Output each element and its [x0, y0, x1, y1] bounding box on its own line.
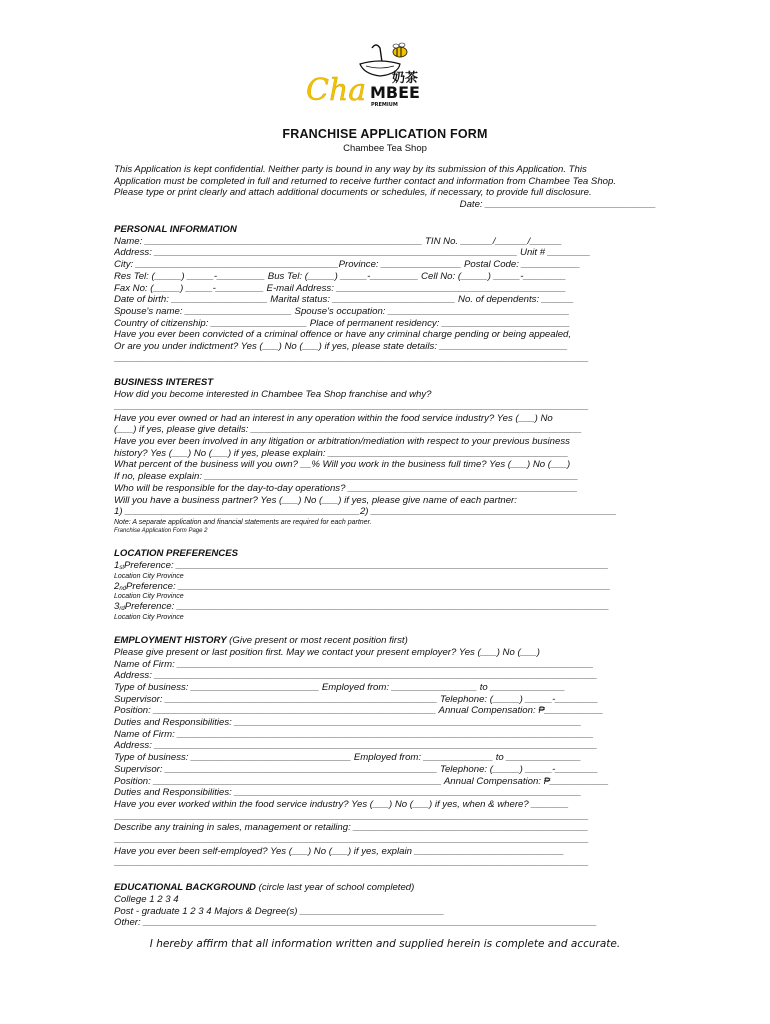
firm-name-field[interactable]: Name of Firm: ______________________________________________________________________________ [114, 728, 594, 740]
training-field[interactable]: Describe any training in sales, management or retailing: ____________________________________________ [114, 822, 589, 834]
duties-field[interactable]: Duties and Responsibilities: _________________________________________________________________ [114, 787, 582, 799]
preference-3-field[interactable]: 3rdPreference: _________________________________________________________________________________ [114, 601, 610, 613]
business-section [114, 389, 656, 535]
partner-question[interactable]: Will you have a business partner? Yes (___) No (___) if yes, please give name of each partner: [114, 494, 517, 506]
date-field[interactable]: Date: ________________________________ [459, 199, 656, 211]
phone-fields[interactable]: Res Tel: (_____) _____-_________ Bus Tel: (_____) _____-_________ Cell No: (_____) _____-________ [114, 270, 567, 282]
contact-employer-question[interactable]: Please give present or last position first. May we contact your present employer? Yes (___) No (___) [114, 646, 540, 658]
partner-names[interactable]: 1) ____________________________________________2) ______________________________________________ [114, 506, 617, 518]
indictment-field[interactable]: Or are you under indictment? Yes (___) No (___) if yes, please state details: ________________________ [114, 340, 568, 352]
firm-name-field[interactable]: Name of Firm: ______________________________________________________________________________ [114, 658, 594, 670]
food-service-line[interactable]: _________________________________________________________________________________________ [114, 810, 589, 822]
employment-section [114, 647, 656, 869]
preference-caption: Location City Province [114, 613, 184, 621]
supervisor-field[interactable]: Supervisor: ___________________________________________________ Telephone: (_____) _____-________ [114, 763, 599, 775]
fax-email-fields[interactable]: Fax No: (_____) _____-_________ E-mail Address: ___________________________________________ [114, 282, 566, 294]
food-service-question[interactable]: Have you ever worked within the food service industry? Yes (___) No (___) if yes, when & where? _______ [114, 798, 569, 810]
position-field[interactable]: Position: ______________________________________________________ Annual Compensation: ₱___________ [114, 775, 609, 787]
litigation-question: Have you ever been involved in any litigation or arbitration/mediation with respect to your previous business [114, 436, 570, 448]
other-field[interactable]: Other: _____________________________________________________________________________________ [114, 917, 597, 929]
firm-address-field[interactable]: Address: ___________________________________________________________________________________ [114, 740, 598, 752]
operations-field[interactable]: Who will be responsible for the day-to-day operations? ___________________________________________ [114, 482, 578, 494]
svg-text:Cha: Cha [306, 73, 367, 108]
address-field[interactable]: Address: ____________________________________________________________________ Unit # ________ [114, 247, 591, 259]
affirmation-statement: I hereby affirm that all information written and supplied herein is complete and accurate. [149, 938, 621, 950]
duties-field[interactable]: Duties and Responsibilities: _________________________________________________________________ [114, 717, 582, 729]
position-field[interactable]: Position: _____________________________________________________ Annual Compensation: ₱___________ [114, 705, 604, 717]
details-line[interactable]: _________________________________________________________________________________________ [114, 352, 589, 364]
education-section [114, 894, 656, 929]
owned-details[interactable]: (___) if yes, please give details: ______________________________________________________________ [114, 424, 582, 436]
spouse-fields[interactable]: Spouse's name: ____________________ Spouse's occupation: __________________________________ [114, 305, 570, 317]
ownership-question[interactable]: What percent of the business will you own? __% Will you work in the business full time? Yes (___) No (___) [114, 459, 571, 471]
intro-line: Application must be completed in full and returned to receive further contact and information from Chambee Tea Shop. [114, 175, 616, 187]
education-heading: EDUCATIONAL BACKGROUND (circle last year of school completed) [114, 882, 415, 893]
location-section [114, 560, 656, 622]
name-field[interactable]: Name: ____________________________________________________ TIN No. ______/______/______ [114, 235, 563, 247]
personal-heading: PERSONAL INFORMATION [114, 223, 237, 235]
preference-2-field[interactable]: 2ndPreference: _________________________________________________________________________________ [114, 580, 611, 592]
logo-tagline: PREMIUM [371, 102, 398, 108]
firm-address-field[interactable]: Address: ___________________________________________________________________________________ [114, 670, 598, 682]
training-line[interactable]: _________________________________________________________________________________________ [114, 833, 589, 845]
self-employed-line[interactable]: _________________________________________________________________________________________ [114, 857, 589, 869]
college-years[interactable]: College 1 2 3 4 [114, 894, 179, 905]
logo-chinese: 奶茶 [392, 71, 419, 86]
personal-section [114, 236, 656, 365]
citizenship-fields[interactable]: Country of citizenship: __________________ Place of permanent residency: ________________________ [114, 317, 571, 329]
supervisor-field[interactable]: Supervisor: ___________________________________________________ Telephone: (_____) _____-________ [114, 693, 599, 705]
owned-question[interactable]: Have you ever owned or had an interest in any operation within the food service industry? Yes (___) No [114, 412, 553, 424]
intro-line: Please type or print clearly and attach additional documents or schedules, if necessary, to provide full disclosure. [114, 187, 592, 199]
form-subtitle: Chambee Tea Shop [343, 143, 427, 154]
page-note: Franchise Application Form Page 2 [114, 527, 208, 534]
business-type-field[interactable]: Type of business: ______________________________ Employed from: _____________ to ______________ [114, 752, 582, 764]
business-type-field[interactable]: Type of business: ________________________ Employed from: ________________ to ______________ [114, 682, 566, 693]
full-time-explain[interactable]: If no, please explain: ______________________________________________________________________ [114, 471, 579, 483]
location-heading: LOCATION PREFERENCES [114, 547, 239, 559]
preference-1-field[interactable]: 1stPreference: _________________________________________________________________________________ [114, 559, 609, 571]
chambee-logo [300, 40, 440, 110]
self-employed-question[interactable]: Have you ever been self-employed? Yes (___) No (___) if yes, explain ____________________________ [114, 845, 564, 857]
partner-note: Note: A separate application and financial statements are required for each partner. [114, 518, 372, 526]
form-body [114, 164, 656, 929]
employment-heading: EMPLOYMENT HISTORY (Give present or most recent position first) [114, 634, 408, 646]
bee-icon [393, 43, 407, 57]
city-field[interactable]: City: ______________________________________Province: _______________ Postal Code: ___________ [114, 259, 581, 271]
business-heading: BUSINESS INTEREST [114, 377, 214, 389]
preference-caption: Location City Province [114, 593, 184, 601]
intro-text [114, 164, 656, 211]
criminal-question: Have you ever been convicted of a criminal offence or have any criminal charge pending or being appealed, [114, 329, 572, 341]
interest-question: How did you become interested in Chambee Tea Shop franchise and why? [114, 389, 432, 401]
birth-marital-fields[interactable]: Date of birth: __________________ Marital status: _______________________ No. of dependents: ______ [114, 294, 574, 306]
postgrad-field[interactable]: Post - graduate 1 2 3 4 Majors & Degree(s) ___________________________ [114, 905, 445, 917]
interest-line[interactable]: _________________________________________________________________________________________ [114, 401, 589, 412]
svg-text:MBEE: MBEE [370, 83, 420, 102]
litigation-details[interactable]: history? Yes (___) No (___) if yes, please explain: _____________________________________________ [114, 447, 569, 459]
intro-line: This Application is kept confidential. Neither party is bound in any way by its submission of this Application. This [114, 164, 587, 175]
preference-caption: Location City Province [114, 572, 184, 580]
form-title: FRANCHISE APPLICATION FORM [282, 127, 488, 141]
